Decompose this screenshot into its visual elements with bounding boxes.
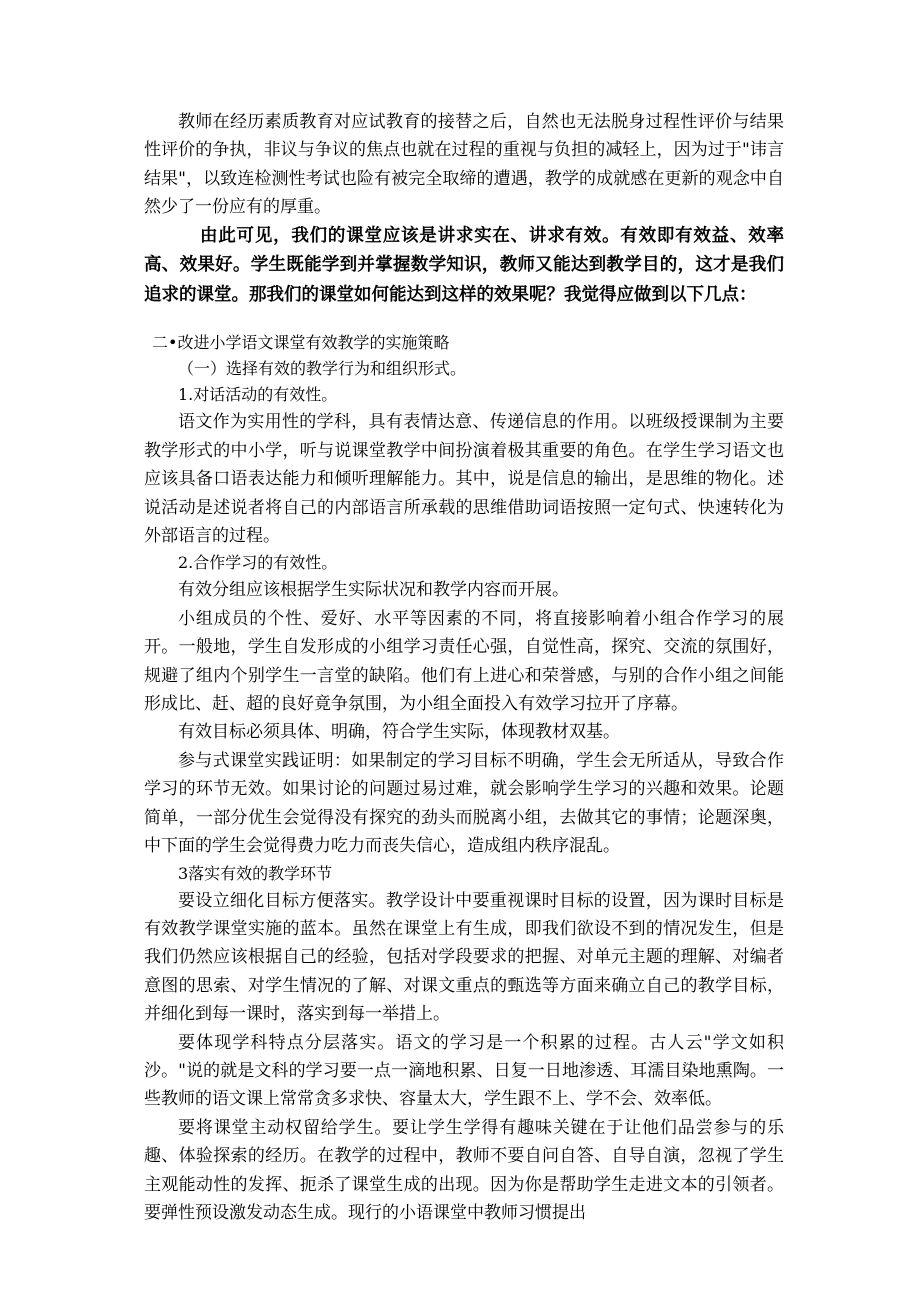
item-heading-teaching-steps: 3落实有效的教学环节 — [178, 863, 333, 883]
body-paragraph: 要体现学科特点分层落实。语文的学习是一个积累的过程。古人云"学文如积沙。"说的就是文科的学习要一点一滴地积累、日复一日地渗透、耳濡目染地熏陶。一些教师的语文课上常常贪多求快、容量太大，学生跟不上、学不会、效率低。 — [144, 1032, 784, 1110]
body-paragraph: 要设立细化目标方便落实。教学设计中要重视课时目标的设置，因为课时目标是有效教学课堂实施的蓝本。虽然在课堂上有生成，即我们欲设不到的情况发生，但是我们仍然应该根据自己的经验，包括对学段要求的把握、对单元主题的理解、对编者意图的思索、对学生情况的了解、对课文重点的甄选等方面来确立自己的教学目标，并细化到每一课时，落实到每一举措上。 — [144, 890, 784, 1025]
item-heading-cooperation: 2.合作学习的有效性。 — [178, 553, 338, 573]
body-paragraph: 参与式课堂实践证明：如果制定的学习目标不明确，学生会无所适从，导致合作学习的环节无效。如果讨论的问题过易过难，就会影响学生学习的兴趣和效果。论题简单，一部分优生会觉得没有探究的劲头而脱离小组，去做其它的事情；论题深奥，中下面的学生会觉得费力吃力而丧失信心，造成组内秩序混乱。 — [144, 750, 784, 857]
item-heading-dialogue: 1.对话活动的有效性。 — [178, 385, 338, 405]
intro-paragraph-1: 教师在经历素质教育对应试教育的接替之后，自然也无法脱身过程性评价与结果性评价的争执，非议与争议的焦点也就在过程的重视与负担的减轻上，因为过于"讳言结果"，以致连检测性考试也险有被完全取缔的遭遇，教学的成就感在更新的观念中自然少了一份应有的厚重。 — [144, 112, 784, 218]
body-paragraph: 有效目标必须具体、明确，符合学生实际，体现教材双基。 — [178, 722, 620, 743]
body-paragraph: 小组成员的个性、爱好、水平等因素的不同，将直接影响着小组合作学习的展开。一般地，学生自发形成的小组学习责任心强，自觉性高，探究、交流的氛围好，规避了组内个别学生一言堂的缺陷。他们有上进心和荣誉感，与别的合作小组之间能形成比、赶、超的良好竟争氛围，为小组全面投入有效学习拉开了序幕。 — [144, 608, 784, 715]
subsection-heading: （一）选择有效的教学行为和组织形式。 — [178, 359, 467, 379]
document-page — [144, 108, 784, 1227]
body-paragraph: 要将课堂主动权留给学生。要让学生学得有趣味关键在于让他们品尝参与的乐趣、体验探索的经历。在教学的过程中，教师不要自问自答、自导自演，忽视了学生主观能动性的发挥、扼杀了课堂生成的出现。因为你是帮助学生走进文本的引领者。要弹性预设激发动态生成。现行的小语课堂中教师习惯提出 — [144, 1117, 784, 1223]
intro-paragraph-2: 由此可见，我们的课堂应该是讲求实在、讲求有效。有效即有效益、效率高、效果好。学生既能学到并掌握数学知识，教师又能达到教学目的，这才是我们追求的课堂。那我们的课堂如何能达到这样的效果呢？我觉得应做到以下几点： — [144, 225, 784, 305]
body-paragraph: 有效分组应该根据学生实际状况和教学内容而开展。 — [178, 580, 569, 601]
body-paragraph: 语文作为实用性的学科，具有表情达意、传递信息的作用。以班级授课制为主要教学形式的中小学，听与说课堂教学中间扮演着极其重要的角色。在学生学习语文也应该具备口语表达能力和倾听理解能力。其中，说是信息的输出，是思维的物化。述说活动是述说者将自己的内部语言所承载的思维借助词语按照一定句式、快速转化为外部语言的过程。 — [144, 412, 784, 547]
section-heading: 二•改进小学语文课堂有效教学的实施策略 — [152, 333, 450, 353]
